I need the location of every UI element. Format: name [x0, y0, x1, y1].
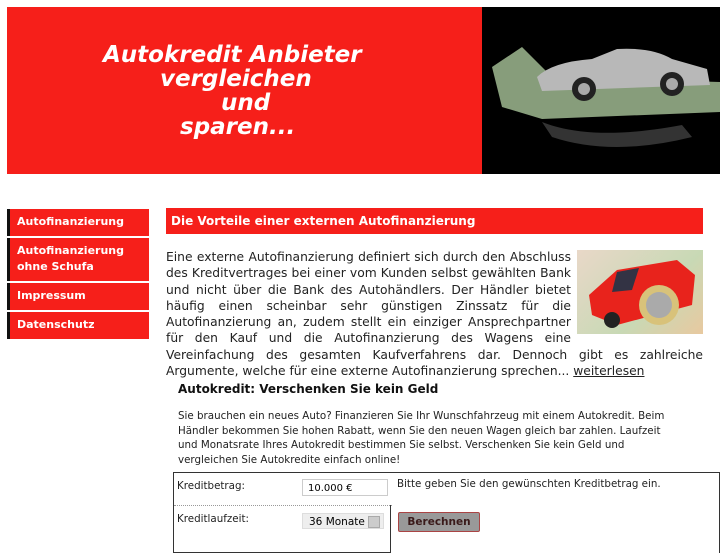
nav-item-autofinanzierung-ohne-schufa[interactable]: Autofinanzierung ohne Schufa: [7, 238, 149, 281]
term-select[interactable]: [302, 513, 384, 529]
sidebar-nav: [7, 209, 149, 341]
nav-item-datenschutz[interactable]: Datenschutz: [7, 312, 149, 339]
divider: [174, 505, 392, 506]
banner-car-image: [482, 7, 720, 174]
article-heading: Die Vorteile einer externen Autofinanzierung: [166, 208, 703, 234]
loan-calculator-form: [173, 472, 720, 553]
amount-label: Kreditbetrag:: [177, 480, 245, 492]
banner-title: [103, 43, 362, 139]
banner-title-line: vergleichen: [160, 66, 312, 92]
banner-title-line: und: [221, 90, 271, 116]
term-label: Kreditlaufzeit:: [177, 513, 249, 525]
header-banner: [7, 7, 482, 174]
nav-item-autofinanzierung[interactable]: Autofinanzierung: [7, 209, 149, 236]
calculator-heading: Autokredit: Verschenken Sie kein Geld: [178, 382, 439, 396]
term-value: 36 Monate: [309, 516, 365, 528]
chevron-down-icon: [368, 516, 380, 528]
article-body: [166, 249, 703, 379]
banner-title-line: sparen...: [180, 114, 296, 140]
calculate-button[interactable]: Berechnen: [398, 512, 480, 532]
read-more-link[interactable]: weiterlesen: [573, 364, 645, 379]
amount-hint: Bitte geben Sie den gewünschten Kreditbetrag ein.: [397, 478, 661, 490]
red-car-coin-image: [577, 250, 703, 334]
amount-input[interactable]: 10.000 €: [302, 479, 388, 496]
calculator-intro: Sie brauchen ein neues Auto? Finanzieren Sie Ihr Wunschfahrzeug mit einem Autokredit. Beim Händler bekommen Sie hohen Rabatt, wenn Sie den neuen Wagen gleich bar zahlen. Laufzeit und Monatsrate Ihres Autokredit bestimmen Sie selbst. Verschenken Sie kein Geld und vergleichen Sie Autokredite einfach online!: [178, 410, 665, 466]
banner-title-line: Autokredit Anbieter: [103, 42, 362, 68]
nav-item-impressum[interactable]: Impressum: [7, 283, 149, 310]
article-text: Eine externe Autofinanzierung definiert sich durch den Abschluss des Kreditvertrages bei einer vom Kunden selbst gewählten Bank und nicht über die Bank des Autohändlers. Der Händler bietet häufig einen scheinbar sehr günstigen Zinssatz für die Autofinanzierung an, zudem stellt ein einziger Ansprechpartner für den Kauf und die Autofinanzierung des Wagens eine Vereinfachung des gesamten Kaufverfahrens dar. Dennoch gibt es zahlreiche Argumente, welche für eine externe Autofinanzierung sprechen...: [166, 250, 703, 379]
